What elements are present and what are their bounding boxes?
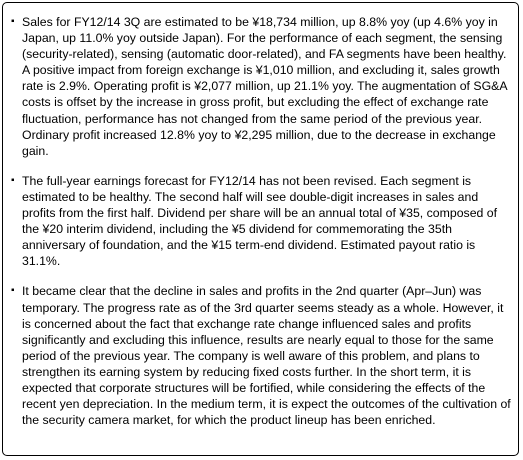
bullet-icon: ▪ bbox=[11, 285, 15, 297]
bullet-item-sales-results bbox=[11, 14, 515, 159]
paragraph-text: The full-year earnings forecast for FY12/14 has not been revised. Each segment is estimated to be healthy. The second half will see double-digit increases in sales and profits from the first half. Dividend per share will be an annual total of ¥35, composed of the ¥20 interim dividend, including the ¥5 dividend for commemorating the 35th anniversary of foundation, and the ¥15 term-end dividend. Estimated payout ratio is 31.1%. bbox=[22, 173, 498, 269]
paragraph-text: Sales for FY12/14 3Q are estimated to be ¥18,734 million, up 8.8% yoy (up 4.6% yoy in Japan, up 11.0% yoy outside Japan). For the performance of each segment, the sensing (security-related), sensing (automatic door-related), and FA segments have been healthy. A positive impact from foreign exchange is ¥1,010 million, and excluding it, sales growth rate is 2.9%. Operating profit is ¥2,077 million, up 21.1% yoy. The augmentation of SG&A costs is offset by the increase in gross profit, but excluding the effect of exchange rate fluctuation, performance has not changed from the same period of the previous year. Ordinary profit increased 12.8% yoy to ¥2,295 million, due to the decrease in exchange gain. bbox=[22, 15, 507, 158]
bullet-icon: ▪ bbox=[11, 174, 15, 186]
bullet-item-outlook bbox=[11, 283, 515, 428]
paragraph-text: It became clear that the decline in sales and profits in the 2nd quarter (Apr–Jun) was temporary. The progress rate as of the 3rd quarter seems steady as a whole. However, it is concerned about the fact that exchange rate change influenced sales and profits significantly and excluding this influence, results are nearly equal to those for the same period of the previous year. The company is well aware of this problem, and plans to strengthen its earning system by reducing fixed costs further. In the short term, it is expected that corporate structures will be fortified, while considering the effects of the recent yen depreciation. In the medium term, it is expect the outcomes of the cultivation of the security camera market, for which the product lineup has been enriched. bbox=[22, 284, 511, 428]
bullet-icon: ▪ bbox=[11, 16, 15, 27]
summary-panel bbox=[2, 2, 519, 456]
bullet-list bbox=[11, 14, 515, 428]
bullet-item-forecast bbox=[11, 173, 515, 270]
